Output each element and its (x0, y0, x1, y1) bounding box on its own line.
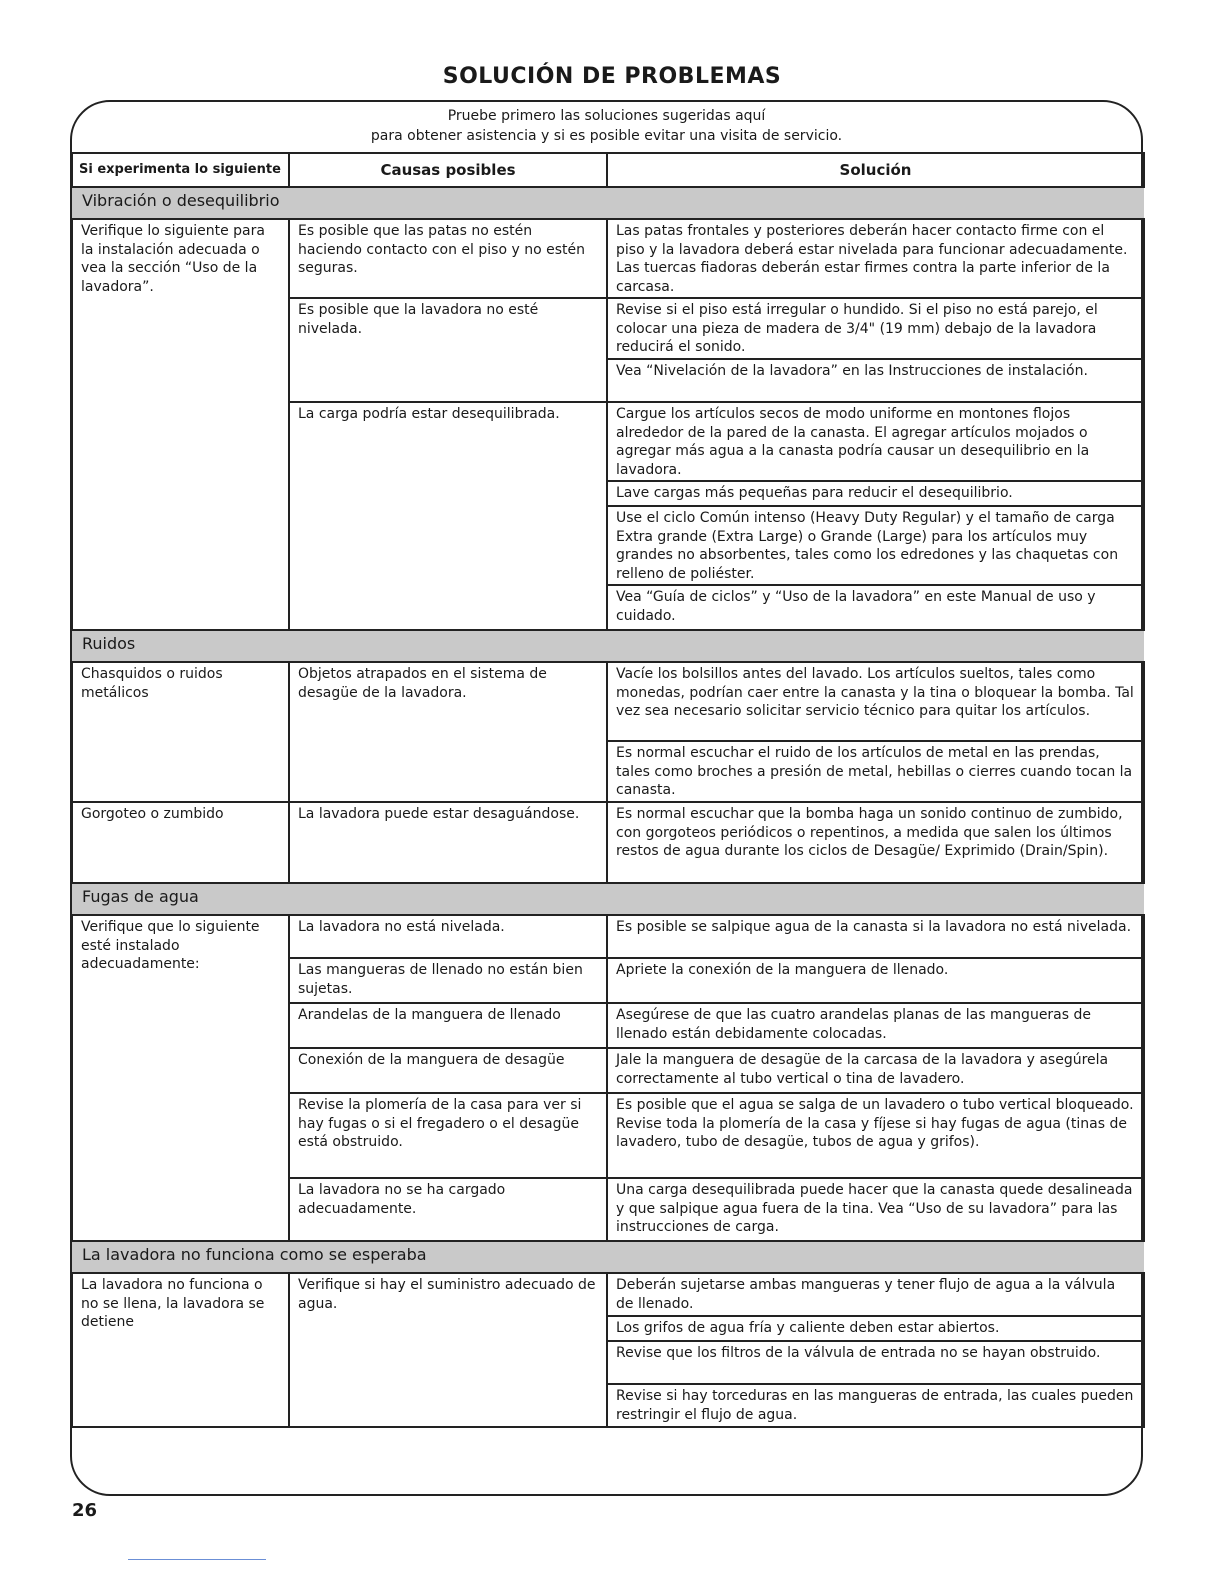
symptom-cell: Verifique que lo siguiente esté instalado adecuadamente: (72, 915, 289, 1241)
table-header-row (72, 153, 1144, 187)
table-row (72, 219, 1144, 298)
solution-cell: Revise si hay torceduras en las mangueras de entrada, las cuales pueden restringir el flujo de agua. (607, 1384, 1144, 1427)
cause-cell: Es posible que la lavadora no esté nivelada. (289, 298, 607, 402)
table-row (72, 802, 1144, 883)
solution-cell: Vea “Guía de ciclos” y “Uso de la lavadora” en este Manual de uso y cuidado. (607, 585, 1144, 630)
solution-cell: Es posible se salpique agua de la canasta si la lavadora no está nivelada. (607, 915, 1144, 958)
solution-cell: Una carga desequilibrada puede hacer que la canasta quede desalineada y que salpique agua fuera de la tina. Vea “Uso de su lavadora” para las instrucciones de carga. (607, 1178, 1144, 1241)
cause-cell: Las mangueras de llenado no están bien sujetas. (289, 958, 607, 1003)
cause-cell: La lavadora no se ha cargado adecuadamente. (289, 1178, 607, 1241)
cause-cell: Revise la plomería de la casa para ver si hay fugas o si el fregadero o el desagüe está obstruido. (289, 1093, 607, 1178)
solution-cell: Asegúrese de que las cuatro arandelas planas de las mangueras de llenado están debidamente colocadas. (607, 1003, 1144, 1048)
solution-cell: Vacíe los bolsillos antes del lavado. Los artículos sueltos, tales como monedas, podrían caer entre la canasta y la tina o bloquear la bomba. Tal vez sea necesario solicitar servicio técnico para quitar los artículos. (607, 662, 1144, 741)
section-title: Ruidos (72, 630, 1144, 662)
intro-text (72, 106, 1141, 146)
cause-cell: La lavadora puede estar desaguándose. (289, 802, 607, 883)
table-row (72, 915, 1144, 958)
page-title: SOLUCIÓN DE PROBLEMAS (442, 64, 782, 89)
solution-cell: Revise que los filtros de la válvula de entrada no se hayan obstruido. (607, 1341, 1144, 1384)
section-title: La lavadora no funciona como se esperaba (72, 1241, 1144, 1273)
header-causes: Causas posibles (289, 153, 607, 187)
header-solution: Solución (607, 153, 1144, 187)
solution-cell: Use el ciclo Común intenso (Heavy Duty Regular) y el tamaño de carga Extra grande (Extra Large) o Grande (Large) para los artículos muy grandes no absorbentes, tales como los edredones y las chaquetas con relleno de poliéster. (607, 506, 1144, 585)
solution-cell: Cargue los artículos secos de modo uniforme en montones flojos alrededor de la pared de la canasta. El agregar artículos mojados o agregar más agua a la canasta podría causar un desequilibrio en la lavadora. (607, 402, 1144, 481)
solution-cell: Deberán sujetarse ambas mangueras y tener flujo de agua a la válvula de llenado. (607, 1273, 1144, 1316)
solution-cell: Apriete la conexión de la manguera de llenado. (607, 958, 1144, 1003)
cause-cell: Objetos atrapados en el sistema de desagüe de la lavadora. (289, 662, 607, 802)
symptom-cell: Gorgoteo o zumbido (72, 802, 289, 883)
section-header-noise (72, 630, 1144, 662)
header-symptom: Si experimenta lo siguiente (72, 153, 289, 187)
cause-cell: Conexión de la manguera de desagüe (289, 1048, 607, 1093)
intro-line-2: para obtener asistencia y si es posible evitar una visita de servicio. (370, 128, 843, 144)
section-title: Vibración o desequilibrio (72, 187, 1144, 219)
solution-cell: Los grifos de agua fría y caliente deben estar abiertos. (607, 1316, 1144, 1341)
solution-cell: Es normal escuchar el ruido de los artículos de metal en las prendas, tales como broches a presión de metal, hebillas o cierres cuando tocan la canasta. (607, 741, 1144, 802)
page-number: 26 (72, 1500, 98, 1521)
symptom-cell: La lavadora no funciona o no se llena, la lavadora se detiene (72, 1273, 289, 1427)
section-title: Fugas de agua (72, 883, 1144, 915)
cause-cell: Arandelas de la manguera de llenado (289, 1003, 607, 1048)
section-header-not-working (72, 1241, 1144, 1273)
intro-line-1: Pruebe primero las soluciones sugeridas aquí (447, 108, 766, 124)
cause-cell: Es posible que las patas no estén haciendo contacto con el piso y no estén seguras. (289, 219, 607, 298)
section-header-leaks (72, 883, 1144, 915)
table-row (72, 662, 1144, 741)
solution-cell: Vea “Nivelación de la lavadora” en las Instrucciones de instalación. (607, 359, 1144, 402)
solution-cell: Revise si el piso está irregular o hundido. Si el piso no está parejo, el colocar una pieza de madera de 3/4" (19 mm) debajo de la lavadora reducirá el sonido. (607, 298, 1144, 359)
cause-cell: La lavadora no está nivelada. (289, 915, 607, 958)
symptom-cell: Chasquidos o ruidos metálicos (72, 662, 289, 802)
table-row (72, 1273, 1144, 1316)
footer-rule (128, 1559, 266, 1560)
solution-cell: Las patas frontales y posteriores deberán hacer contacto firme con el piso y la lavadora deberá estar nivelada para funcionar adecuadamente. Las tuercas fiadoras deberán estar firmes contra la parte inferior de la carcasa. (607, 219, 1144, 298)
solution-cell: Jale la manguera de desagüe de la carcasa de la lavadora y asegúrela correctamente al tubo vertical o tina de lavadero. (607, 1048, 1144, 1093)
solution-cell: Es posible que el agua se salga de un lavadero o tubo vertical bloqueado. Revise toda la plomería de la casa y fíjese si hay fugas de agua (tinas de lavadero, tubo de desagüe, tubos de agua y grifos). (607, 1093, 1144, 1178)
troubleshooting-table (71, 152, 1145, 1428)
cause-cell: Verifique si hay el suministro adecuado de agua. (289, 1273, 607, 1427)
symptom-cell: Verifique lo siguiente para la instalación adecuada o vea la sección “Uso de la lavadora”. (72, 219, 289, 630)
solution-cell: Lave cargas más pequeñas para reducir el desequilibrio. (607, 481, 1144, 506)
section-header-vibration (72, 187, 1144, 219)
cause-cell: La carga podría estar desequilibrada. (289, 402, 607, 630)
solution-cell: Es normal escuchar que la bomba haga un sonido continuo de zumbido, con gorgoteos periódicos o repentinos, a medida que salen los últimos restos de agua durante los ciclos de Desagüe/ Exprimido (Drain/Spin). (607, 802, 1144, 883)
